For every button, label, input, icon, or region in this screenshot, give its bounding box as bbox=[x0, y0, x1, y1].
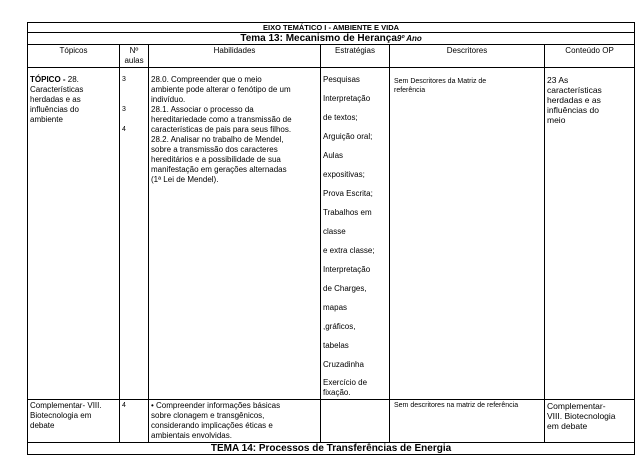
header-conteudo: Conteúdo OP bbox=[545, 45, 635, 68]
header-descritores: Descritores bbox=[390, 45, 545, 68]
descritor-line: referência bbox=[394, 87, 426, 94]
header-row bbox=[28, 45, 635, 68]
tema-ano: 9º Ano bbox=[396, 34, 422, 43]
habilidade-line: 28.1. Associar o processo da bbox=[151, 105, 254, 114]
header-topicos: Tópicos bbox=[28, 45, 120, 68]
curriculum-table bbox=[27, 22, 635, 455]
row1-topico-line: influências do bbox=[30, 105, 79, 114]
habilidade-line: hereditários e a possibilidade de sua bbox=[151, 155, 281, 164]
row1-aulas-value: 4 bbox=[122, 126, 126, 133]
estrategia-line: Pesquisas bbox=[323, 75, 360, 84]
habilidade-line: manifestação em gerações alternadas bbox=[151, 165, 287, 174]
estrategia-line: mapas bbox=[323, 303, 348, 312]
row1-topico bbox=[28, 68, 120, 400]
header-habilidades: Habilidades bbox=[149, 45, 321, 68]
estrategia-line: de Charges, bbox=[323, 284, 367, 293]
row2-estrategias bbox=[321, 400, 390, 443]
habilidade-line: (1ª Lei de Mendel). bbox=[151, 175, 219, 184]
estrategia-line: expositivas; bbox=[323, 170, 365, 179]
header-aulas-line1: Nº bbox=[129, 46, 139, 55]
row1-conteudo bbox=[545, 68, 635, 400]
table-row bbox=[28, 68, 635, 400]
row1-habilidades bbox=[149, 68, 321, 400]
estrategia-line: ,gráficos, bbox=[323, 322, 356, 331]
row1-aulas-spacer bbox=[122, 95, 146, 105]
conteudo-line: influências do bbox=[547, 105, 599, 115]
estrategia-line: Trabalhos em bbox=[323, 208, 372, 217]
row1-aulas-value: 3 bbox=[122, 76, 126, 83]
habilidade-line: sobre clonagem e transgênicos, bbox=[151, 411, 265, 420]
eixo-title: EIXO TEMÁTICO I - AMBIENTE E VIDA bbox=[28, 23, 635, 33]
row1-topico-title bbox=[30, 75, 117, 85]
row2-topico-line: Complementar- VIII. bbox=[30, 401, 102, 410]
row2-topico-line: debate bbox=[30, 421, 55, 430]
conteudo-line: 23 As bbox=[547, 75, 569, 85]
conteudo-line: herdadas e as bbox=[547, 95, 601, 105]
estrategia-line: Arguição oral; bbox=[323, 132, 373, 141]
habilidade-line: características de pais para seus filhos. bbox=[151, 125, 292, 134]
header-aulas bbox=[120, 45, 149, 68]
estrategia-line: Aulas bbox=[323, 151, 344, 160]
estrategia-line: Cruzadinha bbox=[323, 360, 364, 369]
habilidade-line: indivíduo. bbox=[151, 95, 186, 104]
row2-conteudo bbox=[545, 400, 635, 443]
conteudo-line: VIII. Biotecnologia bbox=[547, 411, 616, 421]
habilidade-line: ambiente pode alterar o fenótipo de um bbox=[151, 85, 291, 94]
estrategia-line: Prova Escrita; bbox=[323, 189, 373, 198]
habilidade-line: sobre a transmissão dos caracteres bbox=[151, 145, 278, 154]
habilidade-line: hereditariedade como a transmissão de bbox=[151, 115, 292, 124]
table-row bbox=[28, 400, 635, 443]
row1-estrategias bbox=[321, 68, 390, 400]
row1-aulas-spacer bbox=[122, 85, 146, 95]
footer-row bbox=[28, 443, 635, 455]
curriculum-document bbox=[27, 22, 634, 455]
conteudo-line: Complementar- bbox=[547, 401, 606, 411]
row1-aulas bbox=[120, 68, 149, 400]
estrategia-line: de textos; bbox=[323, 113, 358, 122]
estrategia-line: e extra classe; bbox=[323, 246, 375, 255]
eixo-row bbox=[28, 23, 635, 33]
row1-topico-num: 28. bbox=[65, 75, 79, 84]
habilidade-line: ambientais envolvidas. bbox=[151, 431, 232, 440]
row2-topico-line: Biotecnologia em bbox=[30, 411, 92, 420]
tema-row bbox=[28, 33, 635, 45]
tema-title bbox=[28, 33, 635, 45]
header-aulas-line2: aulas bbox=[124, 56, 144, 65]
descritor-line: Sem Descritores da Matriz de bbox=[394, 78, 487, 85]
habilidade-line: considerando implicações éticas e bbox=[151, 421, 273, 430]
conteudo-line: em debate bbox=[547, 421, 588, 431]
row1-topico-bold: TÓPICO - bbox=[30, 75, 66, 84]
row2-descritores: Sem descritores na matriz de referência bbox=[390, 400, 545, 443]
row1-descritores bbox=[390, 68, 545, 400]
next-tema-title: TEMA 14: Processos de Transferências de Energia bbox=[28, 443, 635, 455]
estrategia-line: Exercício de bbox=[323, 378, 368, 387]
row2-topico bbox=[28, 400, 120, 443]
estrategia-line: Interpretação bbox=[323, 265, 371, 274]
row1-topico-line: ambiente bbox=[30, 115, 63, 124]
header-estrategias: Estratégias bbox=[321, 45, 390, 68]
habilidade-line: • Compreender informações básicas bbox=[151, 401, 281, 410]
row1-aulas-spacer bbox=[122, 115, 146, 125]
row2-aulas: 4 bbox=[120, 400, 149, 443]
row1-aulas-value: 3 bbox=[122, 106, 126, 113]
estrategia-line: Interpretação bbox=[323, 94, 371, 103]
habilidade-line: 28.2. Analisar no trabalho de Mendel, bbox=[151, 135, 284, 144]
habilidade-line: 28.0. Compreender que o meio bbox=[151, 75, 262, 84]
estrategia-line: tabelas bbox=[323, 341, 349, 350]
row1-topico-line: herdadas e as bbox=[30, 95, 81, 104]
row1-topico-line: Características bbox=[30, 85, 84, 94]
estrategia-line: classe bbox=[323, 227, 346, 236]
conteudo-line: meio bbox=[547, 115, 566, 125]
conteudo-line: características bbox=[547, 85, 602, 95]
tema-label: Tema 13: Mecanismo de Herança bbox=[240, 33, 397, 44]
estrategia-line: fixação. bbox=[323, 388, 351, 397]
row2-habilidades bbox=[149, 400, 321, 443]
